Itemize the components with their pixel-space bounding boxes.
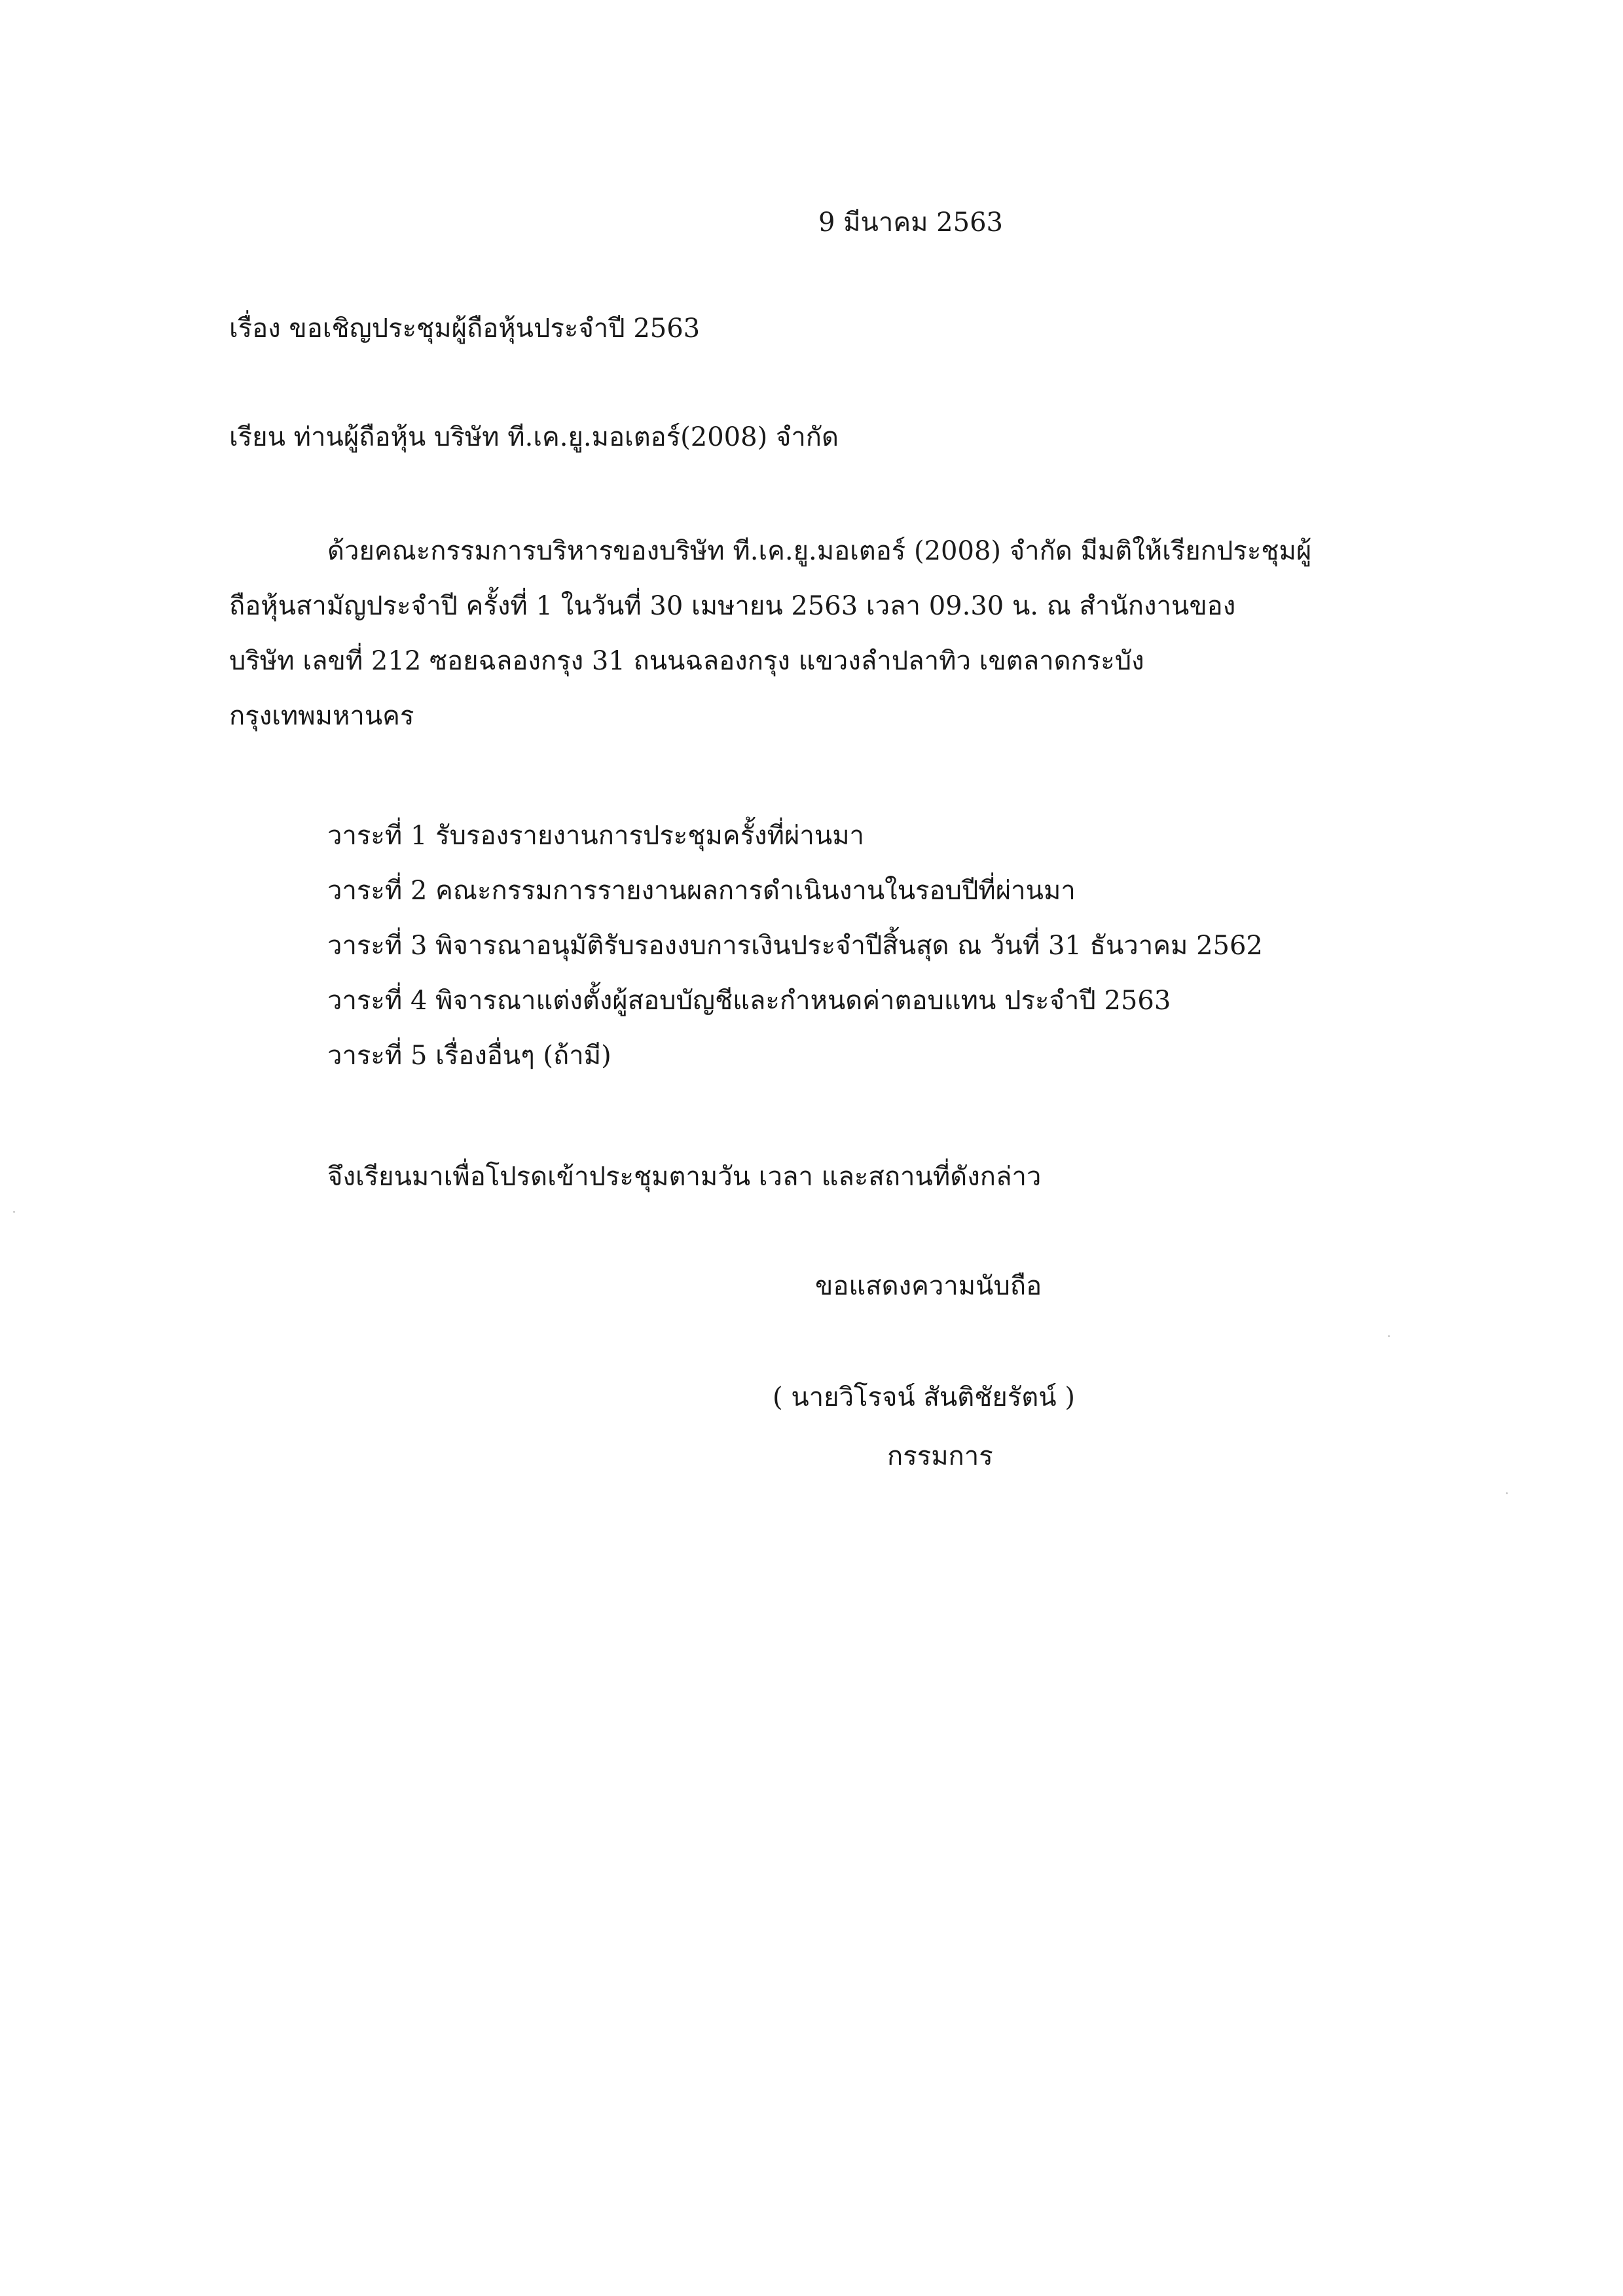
signer-position: กรรมการ [887, 1441, 993, 1471]
scan-speck [13, 1211, 15, 1213]
agenda-item: วาระที่ 4 พิจารณาแต่งตั้งผู้สอบบัญชีและกำหนดค่าตอบแทน ประจำปี 2563 [327, 986, 1171, 1016]
scan-speck [1388, 1335, 1390, 1337]
agenda-item: วาระที่ 5 เรื่องอื่นๆ (ถ้ามี) [327, 1041, 611, 1071]
agenda-item: วาระที่ 3 พิจารณาอนุมัติรับรองงบการเงินประจำปีสิ้นสุด ณ วันที่ 31 ธันวาคม 2562 [327, 931, 1263, 961]
agenda-list [327, 808, 1263, 1083]
body-line: บริษัท เลขที่ 212 ซอยฉลองกรุง 31 ถนนฉลองกรุง แขวงลำปลาทิว เขตลาดกระบัง [229, 646, 1144, 676]
letter-subject: เรื่อง ขอเชิญประชุมผู้ถือหุ้นประจำปี 2563 [229, 314, 701, 344]
closing-sentence: จึงเรียนมาเพื่อโปรดเข้าประชุมตามวัน เวลา และสถานที่ดังกล่าว [327, 1162, 1042, 1192]
letter-body [229, 524, 1368, 744]
body-line: ด้วยคณะกรรมการบริหารของบริษัท ที.เค.ยู.มอเตอร์ (2008) จำกัด มีมติให้เรียกประชุมผู้ [327, 536, 1312, 566]
signer-name: ( นายวิโรจน์ สันติชัยรัตน์ ) [773, 1382, 1075, 1412]
agenda-item: วาระที่ 2 คณะกรรมการรายงานผลการดำเนินงานในรอบปีที่ผ่านมา [327, 876, 1076, 906]
scan-speck [1506, 1492, 1508, 1494]
letter-date: 9 มีนาคม 2563 [818, 207, 1003, 238]
regards-line: ขอแสดงความนับถือ [815, 1271, 1042, 1301]
body-line: ถือหุ้นสามัญประจำปี ครั้งที่ 1 ในวันที่ 30 เมษายน 2563 เวลา 09.30 น. ณ สำนักงานของ [229, 591, 1236, 621]
agenda-item: วาระที่ 1 รับรองรายงานการประชุมครั้งที่ผ่านมา [327, 821, 865, 851]
body-line: กรุงเทพมหานคร [229, 701, 414, 731]
letter-salutation: เรียน ท่านผู้ถือหุ้น บริษัท ที.เค.ยู.มอเตอร์(2008) จำกัด [229, 422, 839, 452]
